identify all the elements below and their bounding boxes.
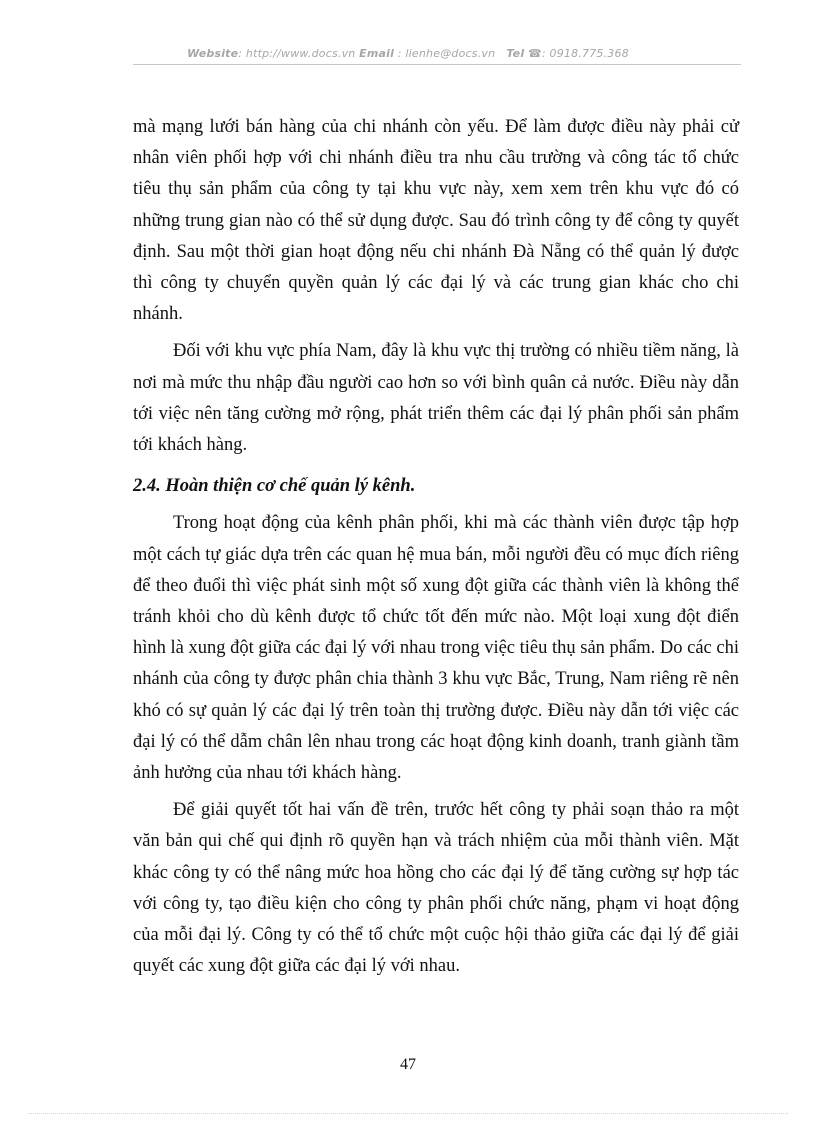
footer-divider	[28, 1113, 788, 1114]
tel-value: : 0918.775.368	[541, 47, 629, 60]
section-heading: 2.4. Hoàn thiện cơ chế quản lý kênh.	[133, 476, 416, 497]
paragraph-1: mà mạng lưới bán hàng của chi nhánh còn yếu. Để làm được điều này phải cử nhân viên phối hợp với chi nhánh điều tra nhu cầu trường và công tác tổ chức tiêu thụ sản phẩm của công ty tại khu vực này, xem xem trên khu vực đó có những trung gian nào có thể sử dụng được. Sau đó trình công ty để công ty quyết định. Sau một thời gian hoạt động nếu chi nhánh Đà Nẵng có thể quản lý được thì công ty chuyển quyền quản lý các đại lý và các trung gian khác cho chi nhánh.	[133, 117, 739, 325]
page-header	[0, 47, 816, 60]
header-divider	[133, 64, 741, 65]
paragraph-3: Trong hoạt động của kênh phân phối, khi mà các thành viên được tập hợp một cách tự giác dựa trên các quan hệ mua bán, mỗi người đều có mục đích riêng để theo đuổi thì việc phát sinh một số xung đột giữa các thành viên là không thể tránh khỏi cho dù kênh được tổ chức tốt đến mức nào. Một loại xung đột điển hình là xung đột giữa các đại lý với nhau trong việc tiêu thụ sản phẩm. Do các chi nhánh của công ty được phân chia thành 3 khu vực Bắc, Trung, Nam riêng rẽ nên khó có sự quản lý các đại lý trên toàn thị trường được. Điều này dẫn tới việc các đại lý có thể dẫm chân lên nhau trong các hoạt động kinh doanh, tranh giành tầm ảnh hưởng của nhau tới khách hàng.	[133, 513, 739, 784]
tel-label: Tel	[506, 47, 525, 60]
page-number: 47	[400, 1056, 416, 1073]
website-label: Website	[187, 47, 239, 60]
telephone-icon: ☎	[528, 47, 542, 60]
email-value: : lienhe@docs.vn	[394, 47, 496, 60]
paragraph-4: Để giải quyết tốt hai vấn đề trên, trước hết công ty phải soạn thảo ra một văn bản qui chế qui định rõ quyền hạn và trách nhiệm của mỗi thành viên. Mặt khác công ty có thể nâng mức hoa hồng cho các đại lý để tăng cường sự hợp tác với công ty, tạo điều kiện cho công ty phân phối chức năng, phạm vi hoạt động của mỗi đại lý. Công ty có thể tổ chức một cuộc hội thảo giữa các đại lý để giải quyết các xung đột giữa các đại lý với nhau.	[133, 800, 739, 977]
document-body	[133, 112, 739, 982]
email-label: Email	[359, 47, 395, 60]
website-value: : http://www.docs.vn	[238, 47, 356, 60]
paragraph-2: Đối với khu vực phía Nam, đây là khu vực thị trường có nhiều tiềm năng, là nơi mà mức thu nhập đầu người cao hơn so với bình quân cả nước. Điều này dẫn tới việc nên tăng cường mở rộng, phát triển thêm các đại lý phân phối sản phẩm tới khách hàng.	[133, 341, 739, 456]
